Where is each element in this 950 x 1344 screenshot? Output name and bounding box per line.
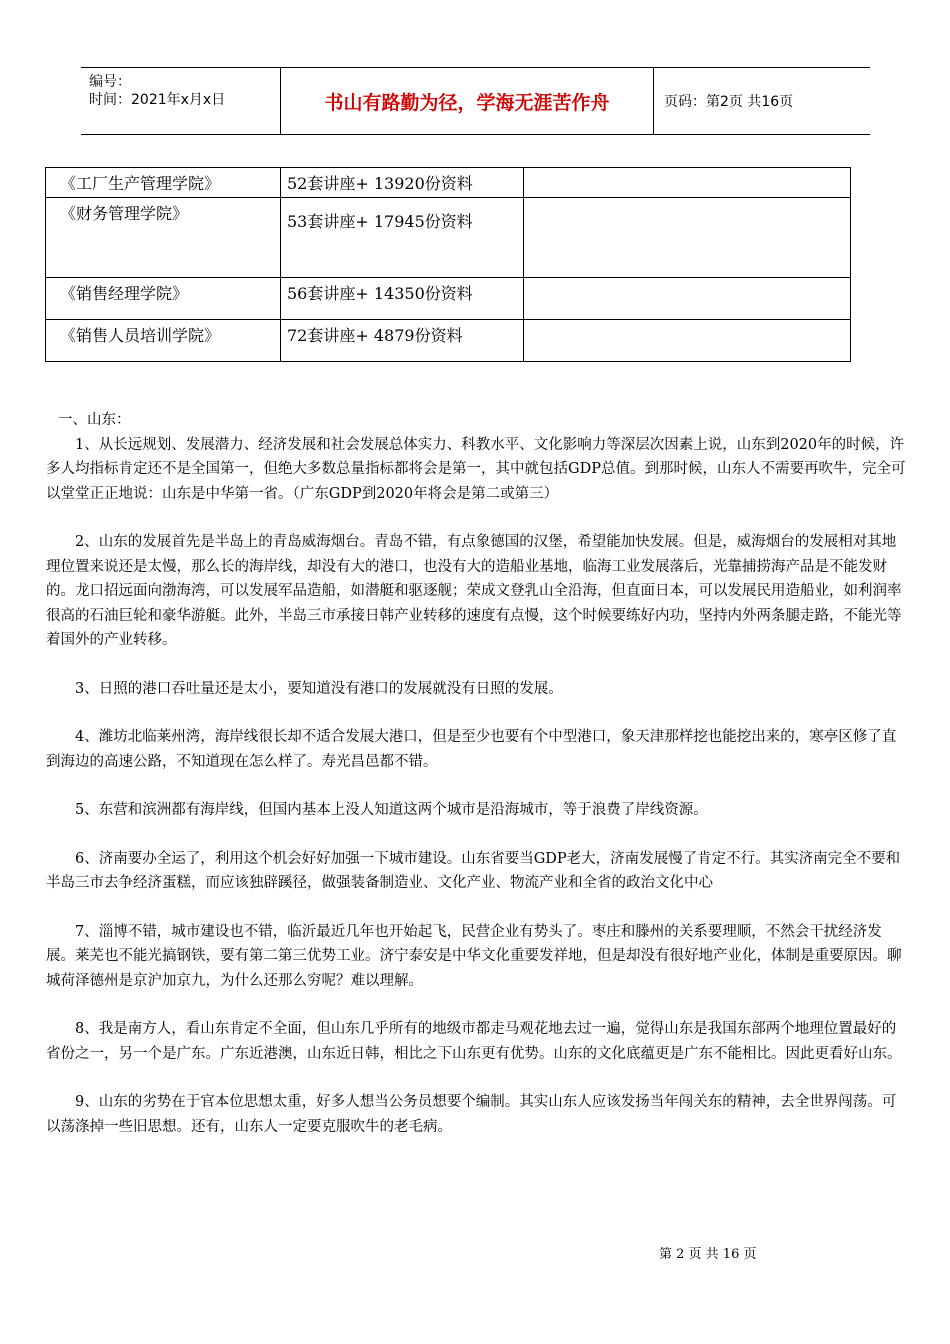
header-motto [281,68,654,134]
courses-table [45,167,851,362]
paragraph: 4、潍坊北临莱州湾，海岸线很长却不适合发展大港口，但是至少也要有个中型港口，象天津那样挖也能挖出来的，寒亭区修了直到海边的高速公路，不知道现在怎么样了。寿光昌邑都不错。 [46,729,897,770]
course-content: 52套讲座+ 13920份资料 [281,168,524,198]
time-label: 时间：2021年x月x日 [89,92,226,108]
course-extra [524,320,851,362]
header-page-info: 页码：第2页 共16页 [664,94,794,110]
table-row [46,320,851,362]
course-name: 《销售人员培训学院》 [46,320,281,362]
paragraph: 1、从长远规划、发展潜力、经济发展和社会发展总体实力、科教水平、文化影响力等深层次因素上说，山东到2020年的时候，许多人均指标肯定还不是全国第一，但绝大多数总量指标都将会是第一，其中就包括GDP总值。到那时候，山东人不需要再吹牛，完全可以堂堂正正地说：山东是中华第一省。（广东GDP到2020年将会是第二或第三） [46,436,906,502]
paragraph: 5、东营和滨洲都有海岸线，但国内基本上没人知道这两个城市是沿海城市，等于浪费了岸线资源。 [75,802,708,818]
paragraph: 2、山东的发展首先是半岛上的青岛威海烟台。青岛不错，有点象德国的汉堡，希望能加快发展。但是，威海烟台的发展相对其地理位置来说还是太慢，那么长的海岸线，却没有大的港口，也没有大的造船业基地，临海工业发展落后，光靠捕捞海产品是不能发财的。龙口招远面向渤海湾，可以发展军品造船，如潜艇和驱逐舰；荣成文登乳山全沿海，但直面日本，可以发展民用造船业，如利润率很高的石油巨轮和豪华游艇。此外，半岛三市承接日韩产业转移的速度有点慢，这个时候要练好内功，坚持内外两条腿走路，不能光等着国外的产业转移。 [46,534,902,648]
table-row [46,198,851,278]
paragraph: 3、日照的港口吞吐量还是太小，要知道没有港口的发展就没有日照的发展。 [75,680,563,697]
course-name: 《财务管理学院》 [46,198,281,278]
course-name: 《工厂生产管理学院》 [46,168,281,198]
course-content: 72套讲座+ 4879份资料 [281,320,524,362]
table-row [46,278,851,320]
course-extra [524,168,851,198]
table-row [46,168,851,198]
course-content: 56套讲座+ 14350份资料 [281,278,524,320]
article-body [46,408,906,1139]
page-footer: 第 2 页 共 16 页 [659,1247,757,1262]
course-extra [524,198,851,278]
course-extra [524,278,851,320]
document-header [81,67,870,135]
number-label: 编号： [89,74,131,90]
paragraph: 7、淄博不错，城市建设也不错，临沂最近几年也开始起飞，民营企业有势头了。枣庄和滕州的关系要理顺，不然会干扰经济发展。莱芜也不能光搞钢铁，要有第二第三优势工业。济宁泰安是中华文化重要发祥地，但是却没有很好地产业化，体制是重要原因。聊城荷泽德州是京沪加京九，为什么还那么穷呢？难以理解。 [46,923,902,989]
paragraph: 8、我是南方人，看山东肯定不全面，但山东几乎所有的地级市都走马观花地去过一遍，觉得山东是我国东部两个地理位置最好的省份之一，另一个是广东。广东近港澳，山东近日韩，相比之下山东更有优势。山东的文化底蕴更是广东不能相比。因此更看好山东。 [46,1021,902,1062]
section-heading: 一、山东： [58,412,131,428]
header-meta [81,68,281,134]
course-content: 53套讲座+ 17945份资料 [281,198,524,278]
paragraph: 6、济南要办全运了，利用这个机会好好加强一下城市建设。山东省要当GDP老大，济南发展慢了肯定不行。其实济南完全不要和半岛三市去争经济蛋糕，而应该独辟蹊径，做强装备制造业、文化产业、物流产业和全省的政治文化中心 [46,850,901,891]
motto-text: 书山有路勤为径，学海无涯苦作舟 [324,91,610,114]
course-name: 《销售经理学院》 [46,278,281,320]
paragraph: 9、山东的劣势在于官本位思想太重，好多人想当公务员想要个编制。其实山东人应该发扬当年闯关东的精神，去全世界闯荡。可以荡涤掉一些旧思想。还有，山东人一定要克服吹牛的老毛病。 [46,1094,897,1135]
